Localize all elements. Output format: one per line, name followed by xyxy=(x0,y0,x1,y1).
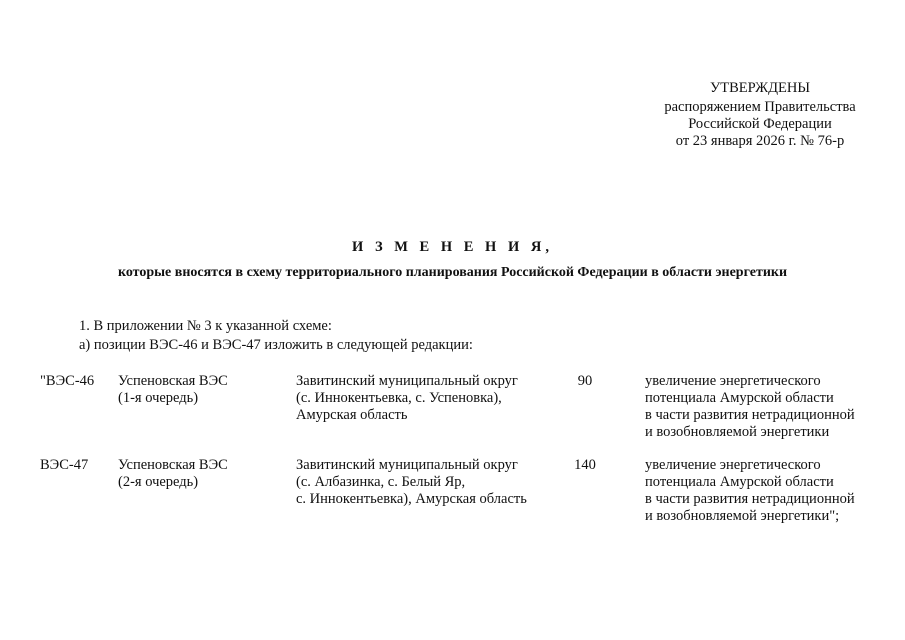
approval-line: Российской Федерации xyxy=(688,116,832,132)
object-location: Завитинский муниципальный округ (с. Албазинка, с. Белый Яр, с. Иннокентьевка), Амурская область xyxy=(296,457,527,507)
approval-line: от 23 января 2026 г. № 76-р xyxy=(675,133,845,149)
document-subtitle: которые вносятся в схему территориального планирования Российской Федерации в области энергетики xyxy=(117,265,788,280)
object-capacity: 90 xyxy=(577,373,593,389)
approval-title: УТВЕРЖДЕНЫ xyxy=(709,80,811,96)
intro-paragraph: а) позиции ВЭС-46 и ВЭС-47 изложить в следующей редакции: xyxy=(79,337,473,353)
approval-block xyxy=(640,80,880,150)
document-heading: И З М Е Н Е Н И Я, xyxy=(352,239,553,255)
approval-line: распоряжением Правительства xyxy=(664,99,856,115)
object-location: Завитинский муниципальный округ (с. Иннокентьевка, с. Успеновка), Амурская область xyxy=(296,373,518,423)
object-code: ВЭС-47 xyxy=(40,457,89,473)
object-goal: увеличение энергетического потенциала Амурской области в части развития нетрадиционной и возобновляемой энергетики"; xyxy=(645,457,855,524)
object-name: Успеновская ВЭС (1-я очередь) xyxy=(118,373,228,406)
object-goal: увеличение энергетического потенциала Амурской области в части развития нетрадиционной и возобновляемой энергетики xyxy=(645,373,855,440)
object-code: "ВЭС-46 xyxy=(40,373,95,389)
intro-paragraph: 1. В приложении № 3 к указанной схеме: xyxy=(79,318,332,334)
object-capacity: 140 xyxy=(574,457,596,473)
object-name: Успеновская ВЭС (2-я очередь) xyxy=(118,457,228,490)
